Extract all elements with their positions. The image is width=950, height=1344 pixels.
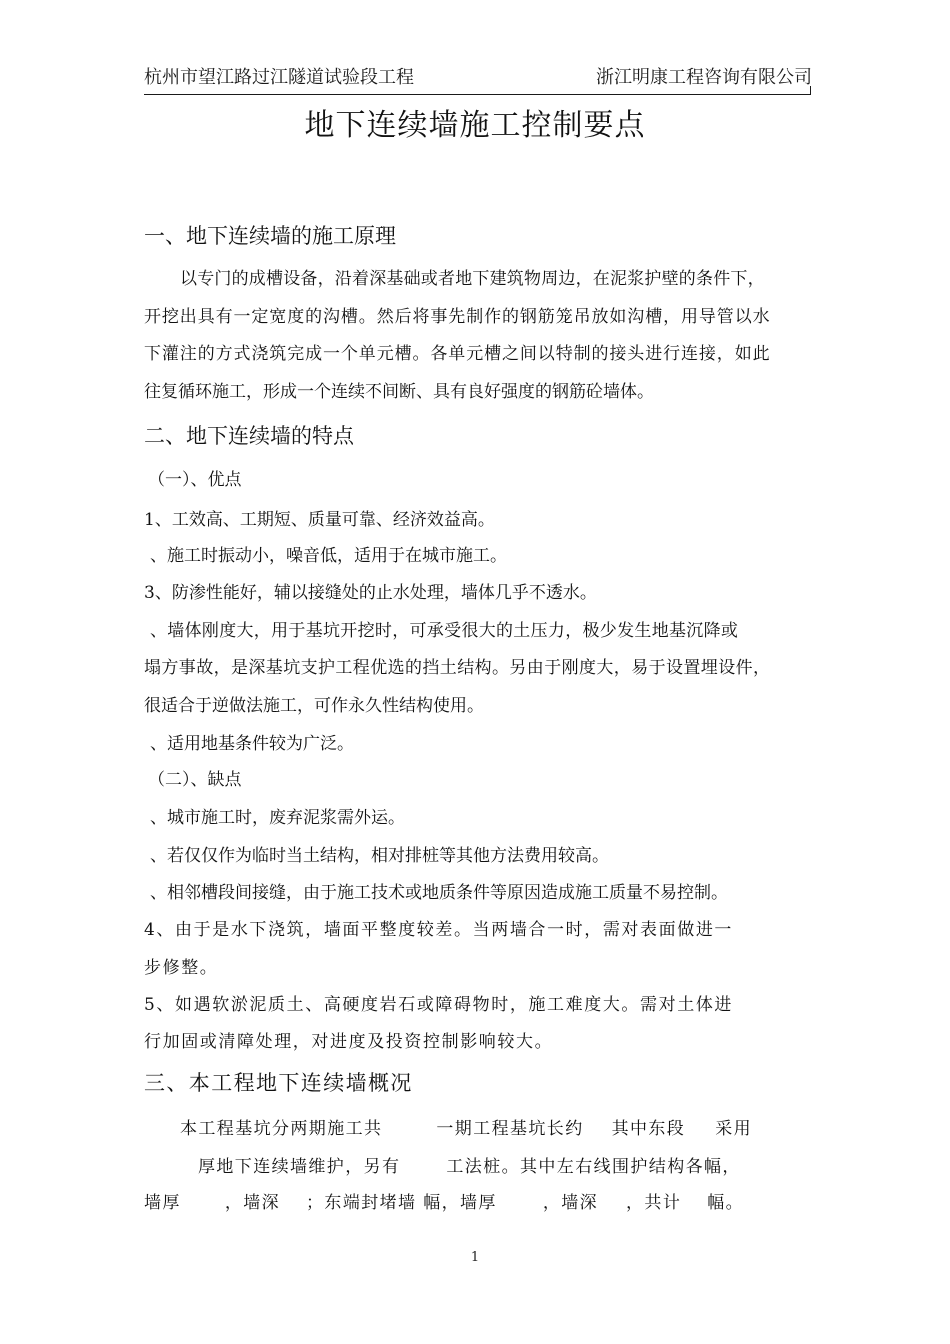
overview-text: 墙厚	[144, 1193, 181, 1213]
list-item: 1、工效高、工期短、质量可靠、经济效益高。	[144, 510, 495, 530]
list-item: 、相邻槽段间接缝，由于施工技术或地质条件等原因造成施工质量不易控制。	[150, 883, 728, 903]
overview-text: 其中东段	[611, 1119, 686, 1139]
overview-text: 工法桩。其中左右线围护结构各幅，	[446, 1157, 741, 1177]
list-item-continued: 塌方事故，是深基坑支护工程优选的挡土结构。另由于刚度大，易于设置埋设件，	[144, 658, 771, 678]
overview-text: 本工程基坑分两期施工共	[180, 1119, 383, 1139]
overview-text: ；东端封堵墙 幅，墙厚	[306, 1193, 497, 1213]
page-number: 1	[470, 1250, 480, 1265]
list-item: 4、由于是水下浇筑，墙面平整度较差。当两墙合一时，需对表面做进一	[144, 920, 734, 940]
overview-text: ，共计	[626, 1193, 682, 1213]
overview-line	[198, 1154, 741, 1180]
overview-line	[144, 1190, 744, 1216]
header-rule	[144, 94, 810, 95]
header-project-name: 杭州市望江路过江隧道试验段工程	[144, 67, 414, 88]
header-rule-tick	[810, 86, 811, 95]
header-company-name: 浙江明康工程咨询有限公司	[596, 67, 812, 88]
section-heading-overview: 三、本工程地下连续墙概况	[144, 1071, 413, 1095]
list-item: 3、防渗性能好，辅以接缝处的止水处理，墙体几乎不透水。	[144, 583, 597, 603]
section-heading-features: 二、地下连续墙的特点	[144, 424, 354, 448]
list-item: 、若仅仅作为临时当土结构，相对排桩等其他方法费用较高。	[150, 846, 609, 866]
list-item: 5、如遇软淤泥质土、高硬度岩石或障碍物时，施工难度大。需对土体进	[144, 995, 734, 1015]
list-item: 、适用地基条件较为广泛。	[150, 734, 354, 754]
list-item-continued: 很适合于逆做法施工，可作永久性结构使用。	[144, 696, 484, 716]
list-item-continued: 步修整。	[144, 958, 219, 978]
overview-text: 一期工程基坑长约	[436, 1119, 584, 1139]
overview-text: ，墙深	[542, 1193, 599, 1213]
list-item-continued: 行加固或清障处理，对进度及投资控制影响较大。	[144, 1032, 554, 1052]
document-title: 地下连续墙施工控制要点	[304, 108, 646, 143]
list-item: 、墙体刚度大，用于基坑开挖时，可承受很大的土压力，极少发生地基沉降或	[150, 621, 739, 641]
paragraph-line: 开挖出具有一定宽度的沟槽。然后将事先制作的钢筋笼吊放如沟槽，用导管以水	[144, 307, 771, 327]
paragraph-line: 往复循环施工，形成一个连续不间断、具有良好强度的钢筋砼墙体。	[144, 382, 654, 402]
subheading-advantages: （一）、优点	[148, 470, 242, 490]
overview-text: 厚地下连续墙维护，另有	[198, 1157, 401, 1177]
running-header	[144, 64, 812, 92]
overview-line	[180, 1116, 752, 1142]
paragraph-line: 下灌注的方式浇筑完成一个单元槽。各单元槽之间以特制的接头进行连接，如此	[144, 344, 771, 364]
list-item: 、城市施工时，废弃泥浆需外运。	[150, 808, 405, 828]
list-item: 、施工时振动小，噪音低，适用于在城市施工。	[150, 546, 507, 566]
paragraph-line: 以专门的成槽设备，沿着深基础或者地下建筑物周边，在泥浆护壁的条件下，	[180, 269, 765, 289]
subheading-disadvantages: （二）、缺点	[148, 770, 242, 790]
overview-text: 幅。	[707, 1193, 745, 1213]
overview-text: 采用	[715, 1119, 753, 1139]
overview-text: ，墙深	[224, 1193, 281, 1213]
section-heading-principle: 一、地下连续墙的施工原理	[144, 224, 396, 248]
